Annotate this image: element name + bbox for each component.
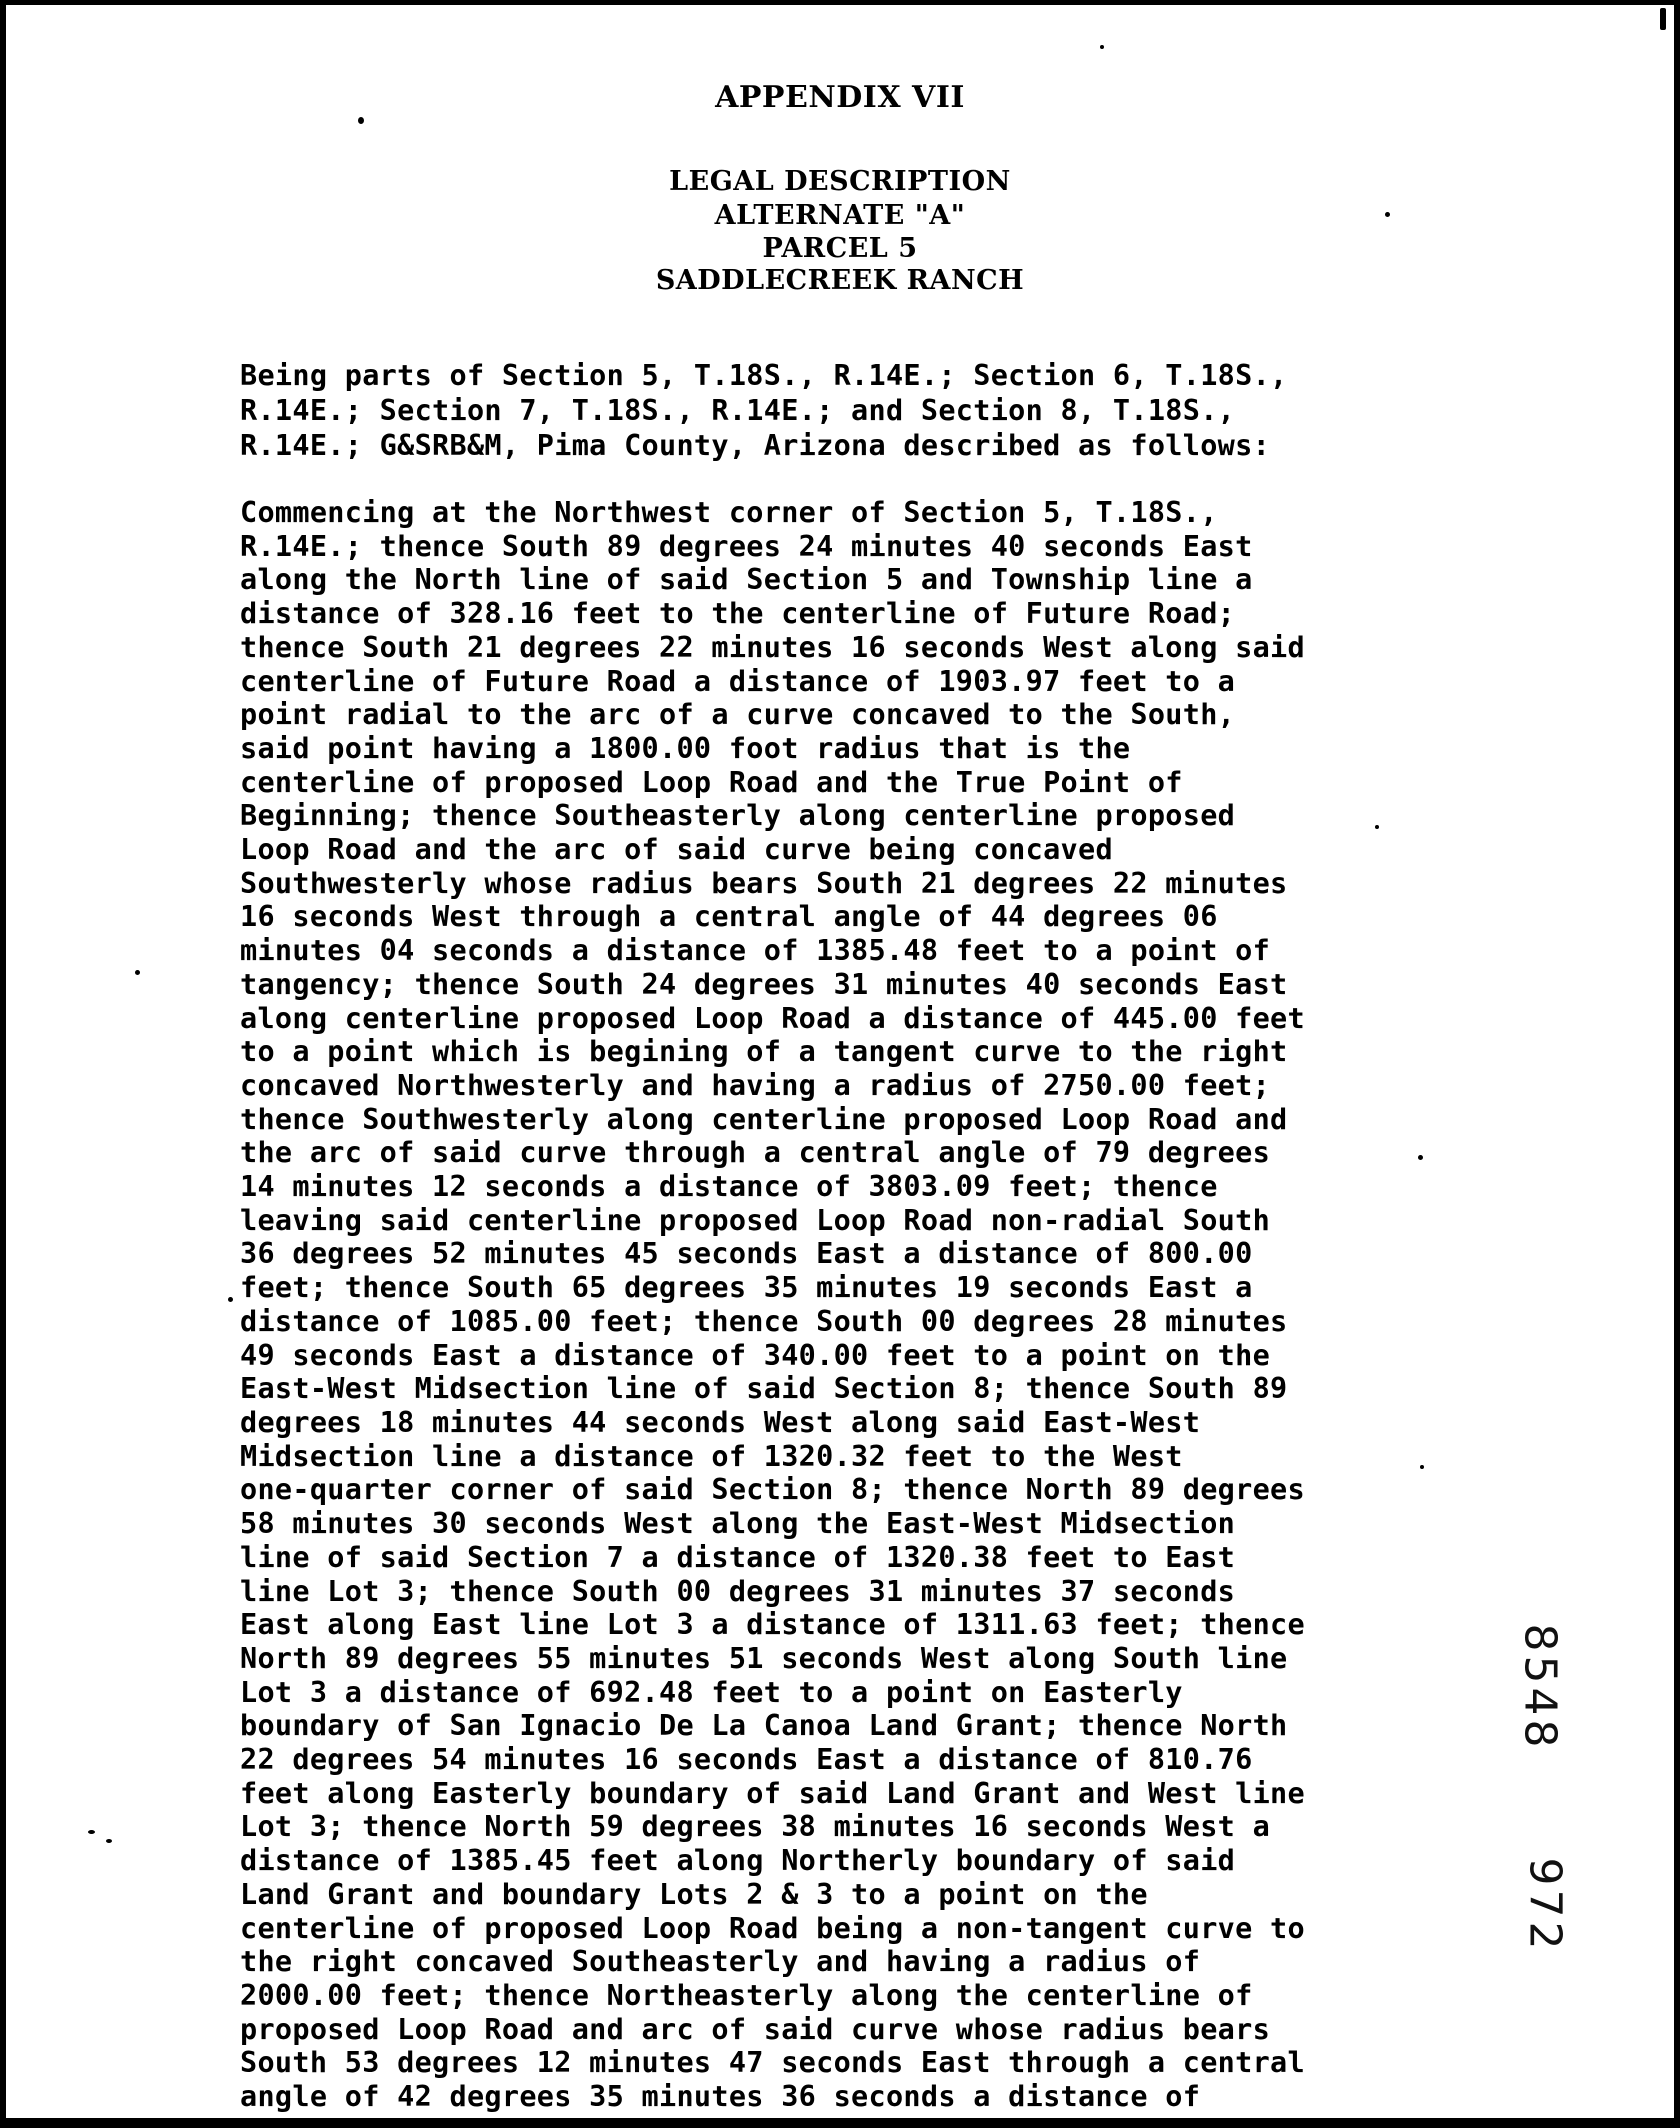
text-line: 2000.00 feet; thence Northeasterly along the centerline of xyxy=(240,1978,1253,2012)
text-line: Being parts of Section 5, T.18S., R.14E.; Section 6, T.18S., xyxy=(240,359,1288,392)
text-line: 16 seconds West through a central angle of 44 degrees 06 xyxy=(240,900,1218,934)
text-line: Commencing at the Northwest corner of Section 5, T.18S., xyxy=(240,496,1218,529)
scan-speck xyxy=(1385,212,1390,217)
scan-speck xyxy=(135,970,140,975)
text-line: 22 degrees 54 minutes 16 seconds East a distance of 810.76 xyxy=(240,1743,1253,1777)
text-line: Southwesterly whose radius bears South 21 degrees 22 minutes xyxy=(240,866,1288,900)
text-line: R.14E.; thence South 89 degrees 24 minutes 40 seconds East xyxy=(240,529,1253,563)
text-line: 14 minutes 12 seconds a distance of 3803.09 feet; thence xyxy=(240,1170,1218,1204)
text-line: boundary of San Ignacio De La Canoa Land Grant; thence North xyxy=(240,1709,1288,1743)
text-line: concaved Northwesterly and having a radius of 2750.00 feet; xyxy=(240,1068,1271,1102)
scan-edge-left xyxy=(0,0,6,2128)
text-line: the right concaved Southeasterly and having a radius of xyxy=(240,1945,1201,1979)
text-line: centerline of proposed Loop Road and the True Point of xyxy=(240,765,1183,799)
scan-edge-bottom xyxy=(0,2118,1680,2128)
legal-description-paragraph xyxy=(240,496,1470,2114)
text-line: Loop Road and the arc of said curve being concaved xyxy=(240,833,1113,867)
scan-edge-top xyxy=(0,0,1680,5)
text-line: feet along Easterly boundary of said Land Grant and West line xyxy=(240,1776,1305,1810)
text-line: Lot 3 a distance of 692.48 feet to a point on Easterly xyxy=(240,1675,1183,1709)
title-line-legal-description: LEGAL DESCRIPTION xyxy=(669,166,1011,197)
text-line: Lot 3; thence North 59 degrees 38 minutes 16 seconds West a xyxy=(240,1810,1271,1844)
text-line: thence South 21 degrees 22 minutes 16 seconds West along said xyxy=(240,630,1305,664)
text-line: along the North line of said Section 5 and Township line a xyxy=(240,563,1253,597)
scan-speck xyxy=(1375,825,1379,829)
text-line: centerline of Future Road a distance of 1903.97 feet to a xyxy=(240,664,1236,698)
text-line: thence Southwesterly along centerline proposed Loop Road and xyxy=(240,1102,1288,1136)
text-line: distance of 1085.00 feet; thence South 00 degrees 28 minutes xyxy=(240,1304,1288,1338)
text-line: the arc of said curve through a central angle of 79 degrees xyxy=(240,1136,1271,1170)
text-line: Midsection line a distance of 1320.32 feet to the West xyxy=(240,1439,1183,1473)
text-line: 49 seconds East a distance of 340.00 feet to a point on the xyxy=(240,1338,1271,1372)
scan-speck xyxy=(358,117,364,124)
text-line: Land Grant and boundary Lots 2 & 3 to a point on the xyxy=(240,1877,1148,1911)
text-line: South 53 degrees 12 minutes 47 seconds East through a central xyxy=(240,2046,1305,2080)
text-line: proposed Loop Road and arc of said curve whose radius bears xyxy=(240,2012,1271,2046)
text-line: distance of 1385.45 feet along Northerly boundary of said xyxy=(240,1844,1236,1878)
text-line: one-quarter corner of said Section 8; thence North 89 degrees xyxy=(240,1473,1305,1507)
text-line: minutes 04 seconds a distance of 1385.48 feet to a point of xyxy=(240,934,1271,968)
text-line: 36 degrees 52 minutes 45 seconds East a distance of 800.00 xyxy=(240,1237,1253,1271)
text-line: centerline of proposed Loop Road being a non-tangent curve to xyxy=(240,1911,1305,1945)
side-stamp-number: 972 xyxy=(1519,1857,1571,1954)
scan-speck xyxy=(228,1297,233,1302)
text-line: distance of 328.16 feet to the centerline of Future Road; xyxy=(240,597,1236,631)
text-line: line of said Section 7 a distance of 1320.38 feet to East xyxy=(240,1540,1236,1574)
scan-speck xyxy=(1100,45,1104,49)
text-line: leaving said centerline proposed Loop Road non-radial South xyxy=(240,1203,1271,1237)
text-line: R.14E.; Section 7, T.18S., R.14E.; and Section 8, T.18S., xyxy=(240,394,1236,427)
title-line-parcel: PARCEL 5 xyxy=(762,233,918,264)
text-line: along centerline proposed Loop Road a distance of 445.00 feet xyxy=(240,1001,1305,1035)
text-line: point radial to the arc of a curve concaved to the South, xyxy=(240,698,1236,732)
title-line-alternate: ALTERNATE "A" xyxy=(714,200,966,231)
text-line: 58 minutes 30 seconds West along the East-West Midsection xyxy=(240,1507,1236,1541)
text-line: degrees 18 minutes 44 seconds West along said East-West xyxy=(240,1405,1201,1439)
text-line: North 89 degrees 55 minutes 51 seconds West along South line xyxy=(240,1641,1288,1675)
text-line: tangency; thence South 24 degrees 31 minutes 40 seconds East xyxy=(240,967,1288,1001)
text-line: East-West Midsection line of said Section 8; thence South 89 xyxy=(240,1372,1288,1406)
text-line: Beginning; thence Southeasterly along centerline proposed xyxy=(240,799,1236,833)
text-line: R.14E.; G&SRB&M, Pima County, Arizona described as follows: xyxy=(240,429,1271,462)
text-line: to a point which is begining of a tangent curve to the right xyxy=(240,1035,1288,1069)
scan-speck xyxy=(1420,1465,1424,1469)
text-line: feet; thence South 65 degrees 35 minutes 19 seconds East a xyxy=(240,1271,1253,1305)
scan-speck xyxy=(88,1830,95,1834)
text-line: angle of 42 degrees 35 minutes 36 seconds a distance of xyxy=(240,2080,1201,2114)
text-line: said point having a 1800.00 foot radius that is the xyxy=(240,731,1131,765)
appendix-title: APPENDIX VII xyxy=(715,80,965,115)
scan-speck xyxy=(1418,1155,1423,1160)
intro-paragraph xyxy=(240,358,1470,463)
text-line: East along East line Lot 3 a distance of 1311.63 feet; thence xyxy=(240,1608,1305,1642)
side-stamp-number: 8548 xyxy=(1514,1623,1566,1752)
scan-speck xyxy=(1660,8,1666,30)
scan-edge-right xyxy=(1674,0,1680,2128)
text-line: line Lot 3; thence South 00 degrees 31 minutes 37 seconds xyxy=(240,1574,1236,1608)
scan-speck xyxy=(106,1839,112,1843)
title-line-ranch: SADDLECREEK RANCH xyxy=(655,265,1025,296)
